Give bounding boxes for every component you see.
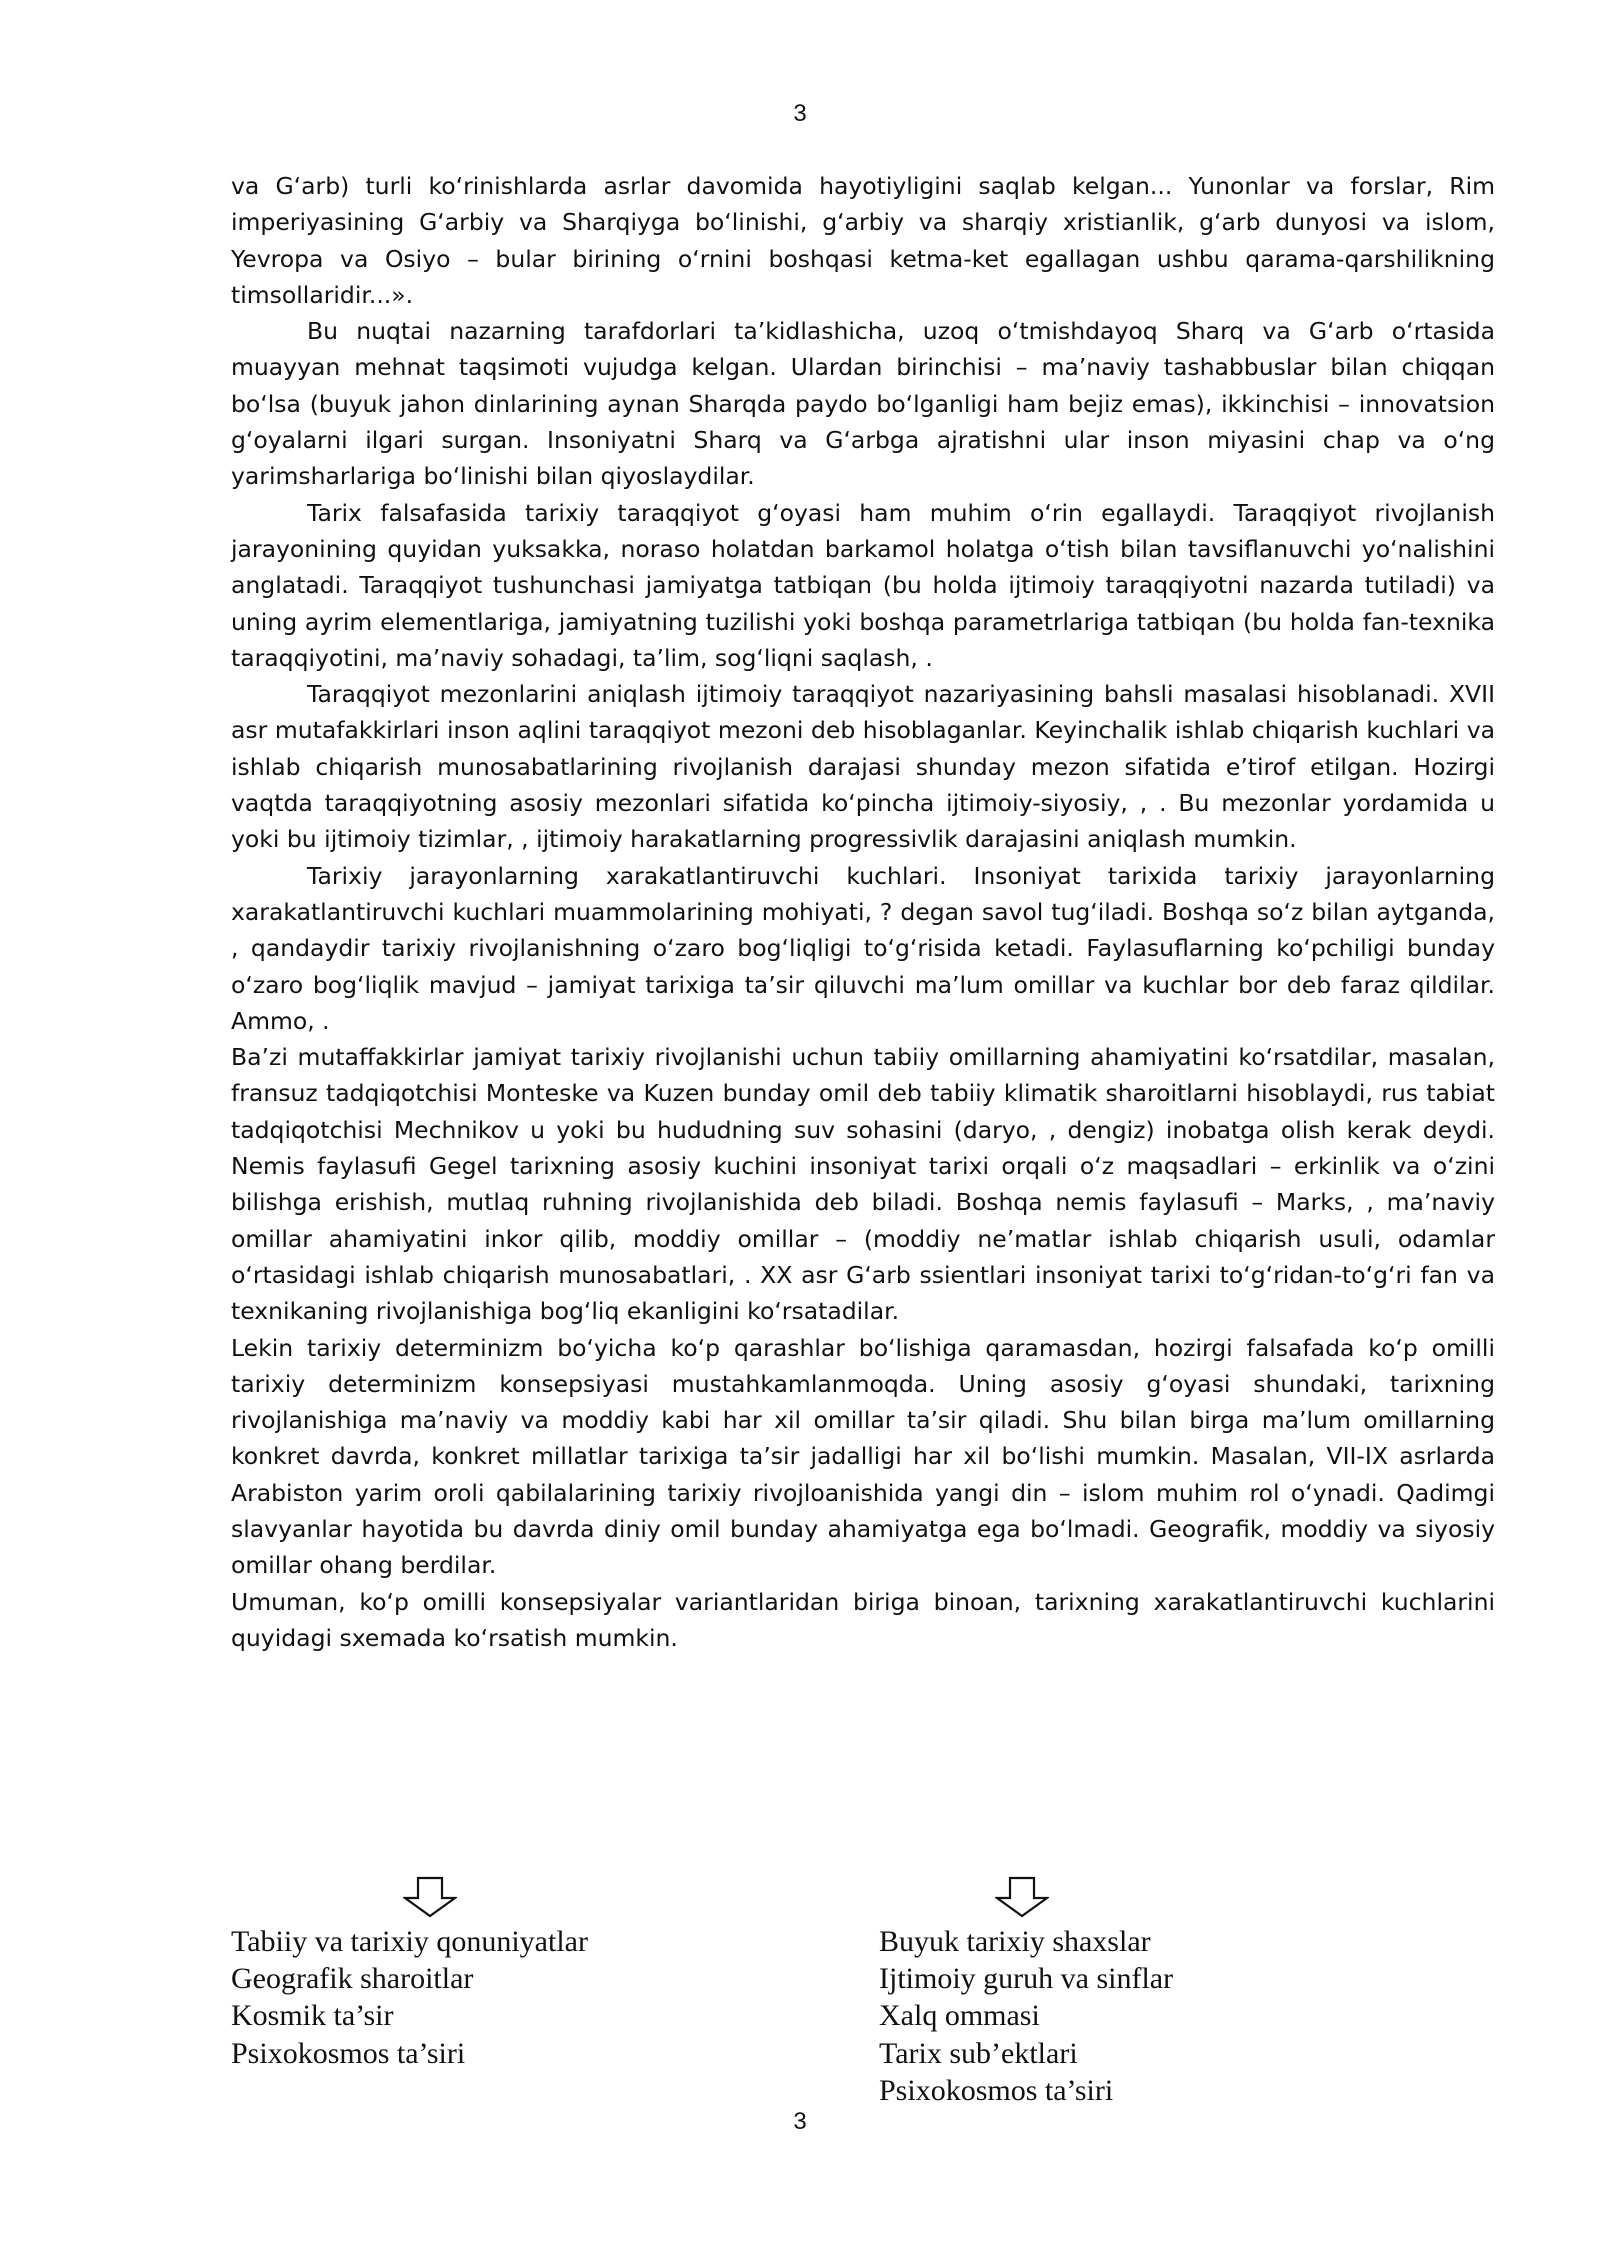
paragraph: va G‘arb) turli ko‘rinishlarda asrlar davomida hayotiyligini saqlab kelgan... Yunonlar va forslar, Rim imperiyasining G‘arbiy va Sharqiyga bo‘linishi, g‘arbiy va sharqiy xristianlik, g‘arb dunyosi va islom, Yevropa va Osiyo – bular birining o‘rnini boshqasi ketma-ket egallagan ushbu qarama-qarshilikning timsollaridir...». [231,172,1495,309]
diagram-right-column [879,1923,1173,2109]
diagram-item: Tabiiy va tarixiy qonuniyatlar [231,1925,588,1958]
paragraph: Umuman, ko‘p omilli konsepsiyalar variantlaridan biriga binoan, tarixning xarakatlantiruvchi kuchlarini quyidagi sxemada ko‘rsatish mumkin. [231,1587,1495,1652]
diagram-left-column [231,1923,588,2072]
paragraph: Tarixiy jarayonlarning xarakatlantiruvchi kuchlari. Insoniyat tarixida tarixiy jarayonlarning xarakatlantiruvchi kuchlari muammolarining mohiyati, ? degan savol tug‘iladi. Boshqa so‘z bilan aytganda, , qandaydir tarixiy rivojlanishning o‘zaro bog‘liqligi to‘g‘risida ketadi. Faylasuflarning ko‘pchiligi bunday o‘zaro bog‘liqlik mavjud – jamiyat tarixiga ta’sir qiluvchi ma’lum omillar va kuchlar bor deb faraz qildilar. Ammo, . [231,861,1495,1035]
body-text [231,168,1495,1656]
diagram-item: Geografik sharoitlar [231,1962,474,1996]
diagram-item: Psixokosmos ta’siri [879,2073,1114,2107]
paragraph: Tarix falsafasida tarixiy taraqqiyot g‘oyasi ham muhim o‘rin egallaydi. Taraqqiyot rivojlanish jarayonining quyidan yuksakka, noraso holatdan barkamol holatga o‘tish bilan tavsiflanuvchi yo‘nalishini anglatadi. Taraqqiyot tushunchasi jamiyatga tatbiqan (bu holda ijtimoiy taraqqiyotni nazarda tutiladi) va uning ayrim elementlariga, jamiyatning tuzilishi yoki boshqa parametrlariga tatbiqan (bu holda fan-texnika taraqqiyotini, ma’naviy sohadagi, ta’lim, sog‘liqni saqlash, . [231,498,1495,672]
paragraph: Bu nuqtai nazarning tarafdorlari ta’kidlashicha, uzoq o‘tmishdayoq Sharq va G‘arb o‘rtasida muayyan mehnat taqsimoti vujudga kelgan. Ulardan birinchisi – ma’naviy tashabbuslar bilan chiqqan bo‘lsa (buyuk jahon dinlarining aynan Sharqda paydo bo‘lganligi ham bejiz emas), ikkinchisi – innovatsion g‘oyalarni ilgari surgan. Insoniyatni Sharq va G‘arbga ajratishni ular inson miyasini chap va o‘ng yarimsharlariga bo‘linishi bilan qiyoslaydilar. [231,317,1495,491]
diagram-item: Xalq ommasi [879,1999,1040,2033]
diagram-item: Psixokosmos ta’siri [231,2036,466,2070]
diagram-item: Buyuk tarixiy shaxslar [879,1925,1151,1958]
down-arrow-icon [403,1876,457,1918]
paragraph: Ba’zi mutaffakkirlar jamiyat tarixiy rivojlanishi uchun tabiiy omillarning ahamiyatini ko‘rsatdilar, masalan, fransuz tadqiqotchisi Monteske va Kuzen bunday omil deb tabiiy klimatik sharoitlarni hisoblaydi, rus tabiat tadqiqotchisi Mechnikov u yoki bu hududning suv sohasini (daryo, , dengiz) inobatga olish kerak deydi. Nemis faylasufi Gegel tarixning asosiy kuchini insoniyat tarixi orqali o‘z maqsadlari – erkinlik va o‘zini bilishga erishish, mutlaq ruhning rivojlanishida deb biladi. Boshqa nemis faylasufi – Marks, , ma’naviy omillar ahamiyatini inkor qilib, moddiy omillar – (moddiy ne’matlar ishlab chiqarish usuli, odamlar o‘rtasidagi ishlab chiqarish munosabatlari, . XX asr G‘arb ssientlari insoniyat tarixi to‘g‘ridan-to‘g‘ri fan va texnikaning rivojlanishiga bog‘liq ekanligini ko‘rsatadilar. [231,1043,1495,1326]
diagram-item: Kosmik ta’sir [231,1999,394,2033]
paragraph: Taraqqiyot mezonlarini aniqlash ijtimoiy taraqqiyot nazariyasining bahsli masalasi hisoblanadi. XVII asr mutafakkirlari inson aqlini taraqqiyot mezoni deb hisoblaganlar. Keyinchalik ishlab chiqarish kuchlari va ishlab chiqarish munosabatlarining rivojlanish darajasi shunday mezon sifatida e’tirof etilgan. Hozirgi vaqtda taraqqiyotning asosiy mezonlari sifatida ko‘pincha ijtimoiy-siyosiy, , . Bu mezonlar yordamida u yoki bu ijtimoiy tizimlar, , ijtimoiy harakatlarning progressivlik darajasini aniqlash mumkin. [231,680,1495,854]
page-number-bottom: 3 [793,2108,807,2135]
paragraph: Lekin tarixiy determinizm bo‘yicha ko‘p qarashlar bo‘lishiga qaramasdan, hozirgi falsafada ko‘p omilli tarixiy determinizm konsepsiyasi mustahkamlanmoqda. Uning asosiy g‘oyasi shundaki, tarixning rivojlanishiga ma’naviy va moddiy kabi har xil omillar ta’sir qiladi. Shu bilan birga ma’lum omillarning konkret davrda, konkret millatlar tarixiga ta’sir jadalligi har xil bo‘lishi mumkin. Masalan, VII-IX asrlarda Arabiston yarim oroli qabilalarining tarixiy rivojloanishida yangi din – islom muhim rol o‘ynadi. Qadimgi slavyanlar hayotida bu davrda diniy omil bunday ahamiyatga ega bo‘lmadi. Geografik, moddiy va siyosiy omillar ohang berdilar. [231,1333,1495,1580]
diagram-item: Tarix sub’ektlari [879,2036,1078,2070]
diagram-item: Ijtimoiy guruh va sinflar [879,1962,1174,1996]
down-arrow-icon [995,1876,1049,1918]
page-number-top: 3 [793,100,807,127]
